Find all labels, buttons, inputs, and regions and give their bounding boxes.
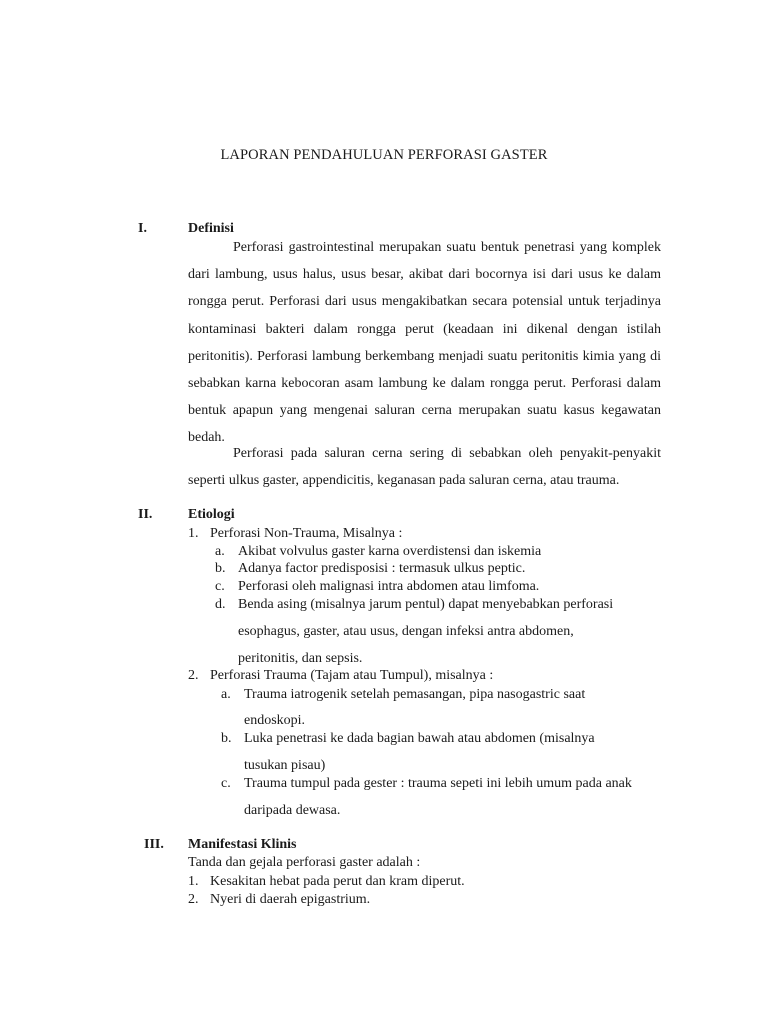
sublist-letter: a. — [221, 687, 231, 702]
sublist-text: endoskopi. — [244, 713, 306, 728]
list-number: 1. — [188, 874, 199, 889]
section-numeral: III. — [144, 837, 164, 852]
intro-text: Tanda dan gejala perforasi gaster adalah : — [188, 855, 421, 870]
sublist-letter: d. — [215, 597, 226, 612]
section-heading: Manifestasi Klinis — [188, 837, 297, 852]
sublist-text: Perforasi oleh malignasi intra abdomen atau limfoma. — [238, 579, 540, 594]
sublist-text: Trauma tumpul pada gester : trauma sepeti ini lebih umum pada anak — [244, 776, 632, 791]
paragraph: Perforasi gastrointestinal merupakan suatu bentuk penetrasi yang komplek dari lambung, usus halus, usus besar, akibat dari bocornya isi dari usus ke dalam rongga perut. Perforasi dari usus mengakibatkan secara potensial untuk terjadinya kontaminasi bakteri dalam rongga perut (keadaan ini dikenal dengan istilah peritonitis). Perforasi lambung berkembang menjadi suatu peritonitis kimia yang di sebabkan karna kebocoran asam lambung ke dalam rongga perut. Perforasi dalam bentuk apapun yang mengenai saluran cerna merupakan suatu kasus kegawatan bedah. — [188, 240, 661, 446]
sublist-letter: c. — [215, 579, 225, 594]
paragraph: Perforasi pada saluran cerna sering di sebabkan oleh penyakit-penyakit seperti ulkus gaster, appendicitis, keganasan pada saluran cerna, atau trauma. — [188, 446, 661, 489]
list-text: Perforasi Trauma (Tajam atau Tumpul), misalnya : — [210, 668, 494, 683]
sublist-text: Luka penetrasi ke dada bagian bawah atau abdomen (misalnya — [244, 731, 595, 746]
sublist-text: esophagus, gaster, atau usus, dengan infeksi antra abdomen, — [238, 624, 574, 639]
sublist-letter: c. — [221, 776, 231, 791]
section-heading: Etiologi — [188, 507, 235, 522]
sublist-text: Akibat volvulus gaster karna overdistensi dan iskemia — [238, 544, 542, 559]
section-numeral: II. — [138, 507, 153, 522]
sublist-text: daripada dewasa. — [244, 803, 341, 818]
page-title: LAPORAN PENDAHULUAN PERFORASI GASTER — [220, 147, 548, 163]
sublist-text: Adanya factor predisposisi : termasuk ulkus peptic. — [238, 561, 526, 576]
sublist-letter: a. — [215, 544, 225, 559]
sublist-text: peritonitis, dan sepsis. — [238, 651, 363, 666]
list-number: 1. — [188, 526, 199, 541]
list-text: Kesakitan hebat pada perut dan kram diperut. — [210, 874, 465, 889]
section-heading: Definisi — [188, 221, 234, 236]
list-number: 2. — [188, 668, 199, 683]
list-text: Nyeri di daerah epigastrium. — [210, 892, 371, 907]
sublist-letter: b. — [221, 731, 232, 746]
sublist-text: Trauma iatrogenik setelah pemasangan, pipa nasogastric saat — [244, 687, 586, 702]
sublist-letter: b. — [215, 561, 226, 576]
list-number: 2. — [188, 892, 199, 907]
list-text: Perforasi Non-Trauma, Misalnya : — [210, 526, 403, 541]
sublist-text: Benda asing (misalnya jarum pentul) dapat menyebabkan perforasi — [238, 597, 614, 612]
sublist-text: tusukan pisau) — [244, 758, 326, 773]
section-numeral: I. — [138, 221, 147, 236]
